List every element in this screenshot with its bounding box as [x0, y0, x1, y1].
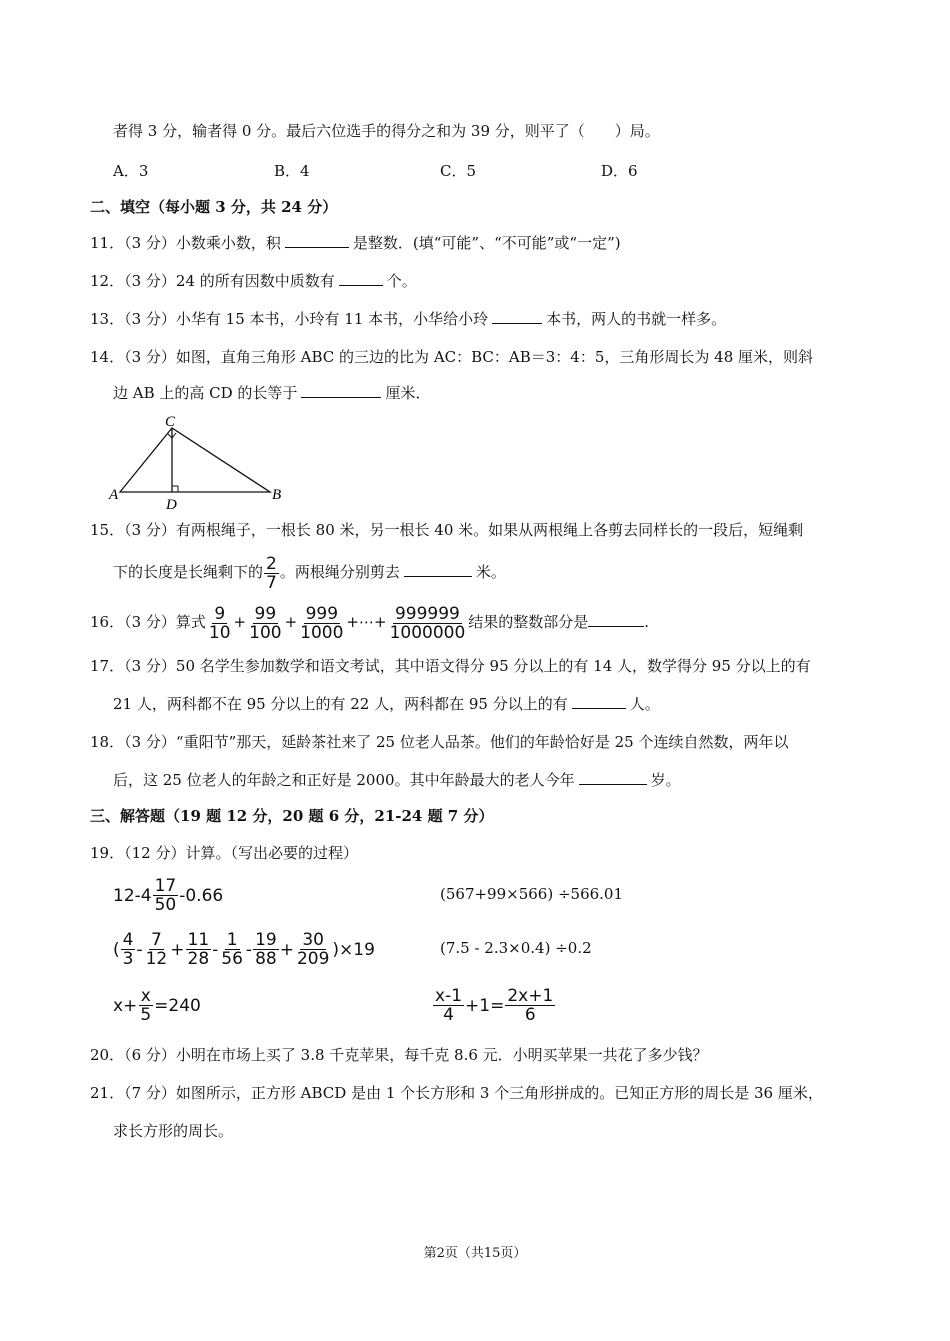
fraction-19-88 — [253, 931, 279, 968]
label-c: C — [165, 414, 176, 430]
fraction-denominator: 1000 — [300, 622, 344, 643]
fraction-numerator: 1 — [226, 931, 238, 950]
fraction-999-1000 — [298, 605, 345, 642]
fraction-denominator: 6 — [524, 1005, 536, 1025]
q12-answer-blank[interactable] — [339, 271, 383, 286]
fraction-denominator: 209 — [296, 949, 330, 968]
q19-expression-4: (7.5 - 2.3×0.4) ÷0.2 — [440, 939, 592, 957]
question-15-line1: 15．（3 分）有两根绳子，一根长 80 米，另一根长 40 米。如果从两根绳上各剪去同样长的一段后，短绳剩 — [90, 521, 804, 539]
fraction-numerator: 11 — [187, 931, 210, 950]
expr-part: -0.66 — [179, 885, 224, 906]
question-17-line2 — [113, 694, 660, 714]
fraction-numerator: x-1 — [435, 986, 463, 1006]
operator: - — [245, 939, 253, 960]
fraction-denominator: 50 — [154, 895, 177, 915]
q15-text: 下的长度是长绳剩下的 — [113, 563, 264, 581]
q19-expression-2: (567+99×566) ÷566.01 — [440, 885, 624, 903]
q16-text-end: 结果的整数部分是 — [468, 613, 589, 631]
question-20: 20．（6 分）小明在市场上买了 3.8 千克苹果，每千克 8.6 元．小明买苹果一共花了多少钱？ — [90, 1046, 708, 1064]
q17-answer-blank[interactable] — [572, 694, 626, 709]
q10-option-a: A．3 — [113, 162, 149, 180]
q18-text: 后，这 25 位老人的年龄之和正好是 2000。其中年龄最大的老人今年 — [113, 771, 575, 789]
fraction-4-3 — [121, 931, 136, 968]
q10-option-c: C．5 — [440, 162, 477, 180]
fraction-numerator: 17 — [154, 876, 177, 896]
q10-option-b: B．4 — [274, 162, 310, 180]
fraction-numerator: 999999 — [394, 603, 460, 624]
fraction-9-10 — [207, 605, 233, 642]
q19-expression-1 — [113, 877, 223, 914]
q18-text-end: 岁。 — [650, 771, 681, 789]
q16-period: . — [644, 613, 650, 631]
fraction-denominator: 4 — [443, 1005, 454, 1025]
expr-part: +1= — [465, 995, 505, 1016]
q16-answer-blank[interactable] — [588, 612, 644, 627]
fraction-denominator: 1000000 — [389, 622, 466, 643]
q13-text: 13．（3 分）小华有 15 本书，小玲有 11 本书，小华给小玲 — [90, 310, 489, 328]
q19-expression-3 — [113, 931, 389, 968]
fraction-numerator: 19 — [255, 931, 277, 950]
q16-text: 16．（3 分）算式 — [90, 613, 206, 631]
ellipsis-plus: +⋯+ — [346, 613, 387, 631]
q14-text: 边 AB 上的高 CD 的长等于 — [113, 384, 298, 402]
q17-text-end: 人。 — [629, 695, 660, 713]
expr-part: =240 — [154, 995, 201, 1016]
fraction-denominator: 3 — [122, 949, 134, 968]
fraction-x-5 — [138, 987, 153, 1024]
q10-continuation: 者得 3 分，输者得 0 分。最后六位选手的得分之和为 39 分，则平了（ ）局。 — [113, 122, 660, 140]
fraction-denominator: 28 — [187, 949, 210, 968]
fraction-1-56 — [219, 931, 245, 968]
plus-sign: + — [233, 613, 247, 631]
fraction-2x-plus-1-over-6 — [505, 987, 555, 1024]
question-21-line1: 21．（7 分）如图所示，正方形 ABCD 是由 1 个长方形和 3 个三角形拼成的。已知正方形的周长是 36 厘米， — [90, 1084, 823, 1102]
question-12 — [90, 271, 417, 291]
question-14-line1: 14．（3 分）如图，直角三角形 ABC 的三边的比为 AC：BC：AB＝3：4：5，三角形周长为 48 厘米，则斜 — [90, 348, 814, 366]
q17-text: 21 人，两科都不在 95 分以上的有 22 人，两科都在 95 分以上的有 — [113, 695, 568, 713]
question-18-line1: 18．（3 分）“重阳节”那天，延龄茶社来了 25 位老人品茶。他们的年龄恰好是 25 个连续自然数，两年以 — [90, 733, 789, 751]
q19-expression-5 — [113, 987, 201, 1024]
q13-text-end: 本书，两人的书就一样多。 — [546, 310, 727, 328]
right-angle-mark-d — [172, 486, 178, 492]
operator: - — [212, 939, 219, 960]
q12-text: 12．（3 分）24 的所有因数中质数有 — [90, 272, 335, 290]
q13-answer-blank[interactable] — [492, 309, 542, 324]
fraction-11-28 — [186, 931, 212, 968]
plus-sign: + — [284, 613, 298, 631]
page-footer: 第2页（共15页） — [423, 1246, 527, 1261]
paren-close-times-19: )×19 — [332, 939, 375, 960]
q14-answer-blank[interactable] — [301, 383, 381, 398]
label-a: A — [109, 487, 119, 503]
expr-part: 12-4 — [113, 885, 152, 906]
question-13 — [90, 309, 726, 329]
label-d: D — [166, 497, 177, 513]
fraction-denominator: 5 — [140, 1005, 152, 1025]
operator: + — [279, 939, 294, 960]
fraction-2-7 — [264, 555, 279, 592]
fraction-denominator: 56 — [221, 949, 243, 968]
q12-text-end: 个。 — [386, 272, 417, 290]
fraction-numerator: 99 — [254, 603, 277, 624]
operator: - — [136, 939, 143, 960]
q10-option-d: D．6 — [601, 162, 638, 180]
fraction-x-minus-1-over-4 — [433, 987, 464, 1024]
paren-open: ( — [113, 939, 120, 960]
fraction-30-209 — [295, 931, 331, 968]
q18-answer-blank[interactable] — [579, 770, 647, 785]
fraction-denominator: 10 — [208, 622, 231, 643]
question-15-line2 — [113, 552, 506, 592]
fraction-numerator: 4 — [122, 931, 134, 950]
fraction-numerator: x — [140, 986, 151, 1006]
fraction-numerator: 2x+1 — [507, 986, 554, 1006]
fraction-numerator: 30 — [302, 931, 324, 950]
fraction-numerator: 2 — [266, 553, 277, 574]
fraction-denominator: 7 — [266, 572, 277, 593]
question-11 — [90, 233, 621, 253]
q15-answer-blank[interactable] — [404, 562, 472, 577]
question-14-line2 — [113, 383, 430, 403]
q15-text-mid: 。两根绳分别剪去 — [279, 563, 400, 581]
fraction-numerator: 999 — [305, 603, 339, 624]
label-b: B — [272, 487, 282, 503]
q14-text-end: 厘米． — [385, 384, 431, 402]
operator: + — [170, 939, 185, 960]
question-17-line1: 17．（3 分）50 名学生参加数学和语文考试，其中语文得分 95 分以上的有 14 人，数学得分 95 分以上的有 — [90, 657, 811, 675]
question-19-title: 19．（12 分）计算。（写出必要的过程） — [90, 844, 358, 862]
section-fill-in-heading: 二、填空（每小题 3 分，共 24 分） — [90, 198, 338, 216]
fraction-7-12 — [144, 931, 170, 968]
fraction-999999-1000000 — [388, 605, 468, 642]
fraction-denominator: 100 — [249, 622, 282, 643]
fraction-denominator: 88 — [255, 949, 277, 968]
right-triangle-figure — [105, 412, 290, 514]
fraction-99-100 — [247, 605, 283, 642]
fraction-numerator: 9 — [214, 603, 226, 624]
q19-expression-6 — [432, 987, 556, 1024]
question-16 — [90, 600, 649, 644]
triangle-abc — [120, 428, 270, 492]
question-21-line2: 求长方形的周长。 — [113, 1122, 234, 1140]
q11-answer-blank[interactable] — [285, 233, 349, 248]
fraction-17-50 — [153, 877, 179, 914]
q11-text: 11．（3 分）小数乘小数，积 — [90, 234, 281, 252]
fraction-numerator: 7 — [151, 931, 162, 950]
fraction-denominator: 12 — [145, 949, 168, 968]
q11-text-end: 是整数．(填“可能”、“不可能”或“一定”) — [352, 234, 621, 252]
section-solve-heading: 三、解答题（19 题 12 分，20 题 6 分，21-24 题 7 分） — [90, 807, 494, 825]
expr-part: x+ — [113, 995, 138, 1016]
question-18-line2 — [113, 770, 681, 790]
q15-text-end: 米。 — [475, 563, 506, 581]
